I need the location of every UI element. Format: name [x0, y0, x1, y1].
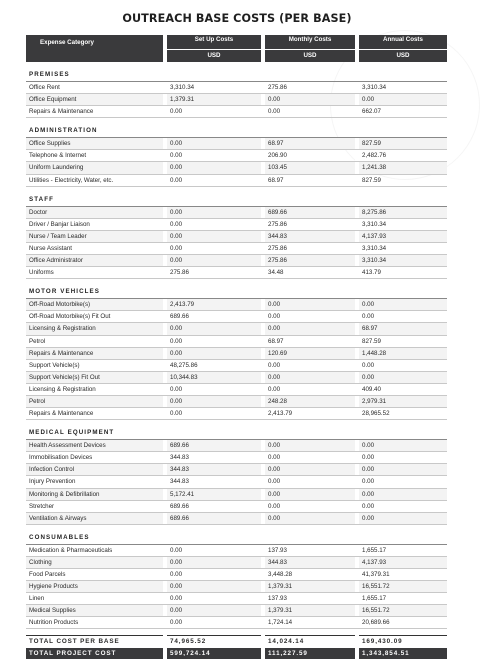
row-label: Utilities - Electricity, Water, etc.: [26, 175, 163, 187]
row-label: Licensing & Registration: [26, 323, 163, 335]
row-label: Health Assessment Devices: [26, 440, 163, 452]
monthly-cost-cell: 0.00: [265, 106, 355, 118]
table-row: [26, 311, 447, 323]
annual-cost-cell: 827.59: [359, 138, 447, 150]
total-per-base-monthly: 14,024.14: [265, 635, 355, 647]
annual-cost-cell: 1,655.17: [359, 545, 447, 557]
monthly-cost-cell: 0.00: [265, 94, 355, 106]
annual-cost-cell: 20,689.66: [359, 617, 447, 629]
annual-cost-cell: 3,310.34: [359, 82, 447, 94]
total-project-label: TOTAL PROJECT COST: [26, 648, 163, 659]
annual-cost-cell: 3,310.34: [359, 243, 447, 255]
row-label: Doctor: [26, 207, 163, 219]
monthly-cost-cell: 0.00: [265, 372, 355, 384]
monthly-cost-cell: 0.00: [265, 384, 355, 396]
row-label: Uniform Laundering: [26, 162, 163, 174]
row-label: Off-Road Motorbike(s): [26, 299, 163, 311]
monthly-cost-cell: 34.48: [265, 267, 355, 279]
row-label: Repairs & Maintenance: [26, 348, 163, 360]
setup-cost-cell: 0.00: [167, 150, 261, 162]
setup-cost-cell: 0.00: [167, 384, 261, 396]
table-row: [26, 360, 447, 372]
monthly-cost-cell: 0.00: [265, 452, 355, 464]
annual-cost-cell: 16,551.72: [359, 605, 447, 617]
table-row: [26, 94, 447, 106]
setup-cost-cell: 0.00: [167, 219, 261, 231]
table-row: [26, 348, 447, 360]
total-project-setup: 599,724.14: [167, 648, 261, 659]
row-label: Driver / Banjar Liaison: [26, 219, 163, 231]
monthly-cost-cell: 137.93: [265, 593, 355, 605]
annual-cost-cell: 16,551.72: [359, 581, 447, 593]
annual-cost-cell: 413.79: [359, 267, 447, 279]
page-title: OUTREACH BASE COSTS (PER BASE): [122, 12, 352, 25]
setup-cost-cell: 689.66: [167, 513, 261, 525]
table-row: [26, 593, 447, 605]
row-label: Ventilation & Airways: [26, 513, 163, 525]
setup-cost-cell: 0.00: [167, 162, 261, 174]
annual-cost-cell: 409.40: [359, 384, 447, 396]
monthly-cost-cell: 275.86: [265, 219, 355, 231]
row-label: Medical Supplies: [26, 605, 163, 617]
total-project-annual: 1,343,854.51: [359, 648, 447, 659]
monthly-cost-cell: 0.00: [265, 299, 355, 311]
annual-cost-cell: 68.97: [359, 323, 447, 335]
section-header: [26, 531, 447, 545]
header-category: Expense Category: [26, 35, 163, 62]
table-row: [26, 617, 447, 629]
annual-cost-cell: 3,310.34: [359, 219, 447, 231]
setup-cost-cell: 0.00: [167, 231, 261, 243]
monthly-cost-cell: 0.00: [265, 311, 355, 323]
annual-cost-cell: 0.00: [359, 513, 447, 525]
monthly-cost-cell: 68.97: [265, 138, 355, 150]
monthly-cost-cell: 0.00: [265, 501, 355, 513]
monthly-cost-cell: 3,448.28: [265, 569, 355, 581]
annual-cost-cell: 0.00: [359, 464, 447, 476]
table-row: [26, 464, 447, 476]
annual-cost-cell: 0.00: [359, 94, 447, 106]
setup-cost-cell: 0.00: [167, 175, 261, 187]
annual-cost-cell: 0.00: [359, 311, 447, 323]
monthly-cost-cell: 344.83: [265, 557, 355, 569]
setup-cost-cell: 48,275.86: [167, 360, 261, 372]
table-row: [26, 501, 447, 513]
section-header: [26, 124, 447, 138]
setup-cost-cell: 0.00: [167, 255, 261, 267]
annual-cost-cell: 1,448.28: [359, 348, 447, 360]
setup-cost-cell: 689.66: [167, 501, 261, 513]
table-row: [26, 267, 447, 279]
monthly-cost-cell: 0.00: [265, 464, 355, 476]
setup-cost-cell: 344.83: [167, 452, 261, 464]
table-row: [26, 138, 447, 150]
annual-cost-cell: 0.00: [359, 452, 447, 464]
monthly-cost-cell: 275.86: [265, 82, 355, 94]
total-per-base-setup: 74,965.52: [167, 635, 261, 647]
table-row: [26, 82, 447, 94]
header-setup: Set Up Costs: [167, 35, 261, 50]
setup-cost-cell: 0.00: [167, 593, 261, 605]
table-row: [26, 207, 447, 219]
annual-cost-cell: 2,979.31: [359, 396, 447, 408]
table-row: [26, 440, 447, 452]
header-currency: USD: [359, 50, 447, 62]
header-monthly: Monthly Costs: [265, 35, 355, 50]
row-label: Office Equipment: [26, 94, 163, 106]
setup-cost-cell: 0.00: [167, 336, 261, 348]
monthly-cost-cell: 248.28: [265, 396, 355, 408]
total-per-base-label: TOTAL COST PER BASE: [26, 635, 163, 647]
row-label: Immobilisation Devices: [26, 452, 163, 464]
table-row: [26, 162, 447, 174]
row-label: Office Rent: [26, 82, 163, 94]
monthly-cost-cell: 1,724.14: [265, 617, 355, 629]
section-title: ADMINISTRATION: [26, 124, 447, 138]
setup-cost-cell: 1,379.31: [167, 94, 261, 106]
row-label: Infection Control: [26, 464, 163, 476]
row-label: Medication & Pharmaceuticals: [26, 545, 163, 557]
monthly-cost-cell: 68.97: [265, 175, 355, 187]
table-row: [26, 175, 447, 187]
setup-cost-cell: 10,344.83: [167, 372, 261, 384]
table-row: [26, 408, 447, 420]
annual-cost-cell: 8,275.86: [359, 207, 447, 219]
row-label: Uniforms: [26, 267, 163, 279]
monthly-cost-cell: 0.00: [265, 323, 355, 335]
table-row: [26, 219, 447, 231]
setup-cost-cell: 0.00: [167, 545, 261, 557]
table-row: [26, 336, 447, 348]
monthly-cost-cell: 103.45: [265, 162, 355, 174]
row-label: Office Supplies: [26, 138, 163, 150]
setup-cost-cell: 0.00: [167, 207, 261, 219]
monthly-cost-cell: 344.83: [265, 231, 355, 243]
setup-cost-cell: 344.83: [167, 476, 261, 488]
setup-cost-cell: 2,413.79: [167, 299, 261, 311]
setup-cost-cell: 0.00: [167, 348, 261, 360]
annual-cost-cell: 2,482.76: [359, 150, 447, 162]
annual-cost-cell: 0.00: [359, 360, 447, 372]
table-row: [26, 557, 447, 569]
row-label: Office Administrator: [26, 255, 163, 267]
cost-table: [26, 35, 447, 659]
section-header: [26, 285, 447, 299]
section-title: MEDICAL EQUIPMENT: [26, 426, 447, 440]
annual-cost-cell: 4,137.93: [359, 557, 447, 569]
total-per-base-row: [26, 635, 447, 647]
section-header: [26, 68, 447, 82]
row-label: Off-Road Motorbike(s) Fit Out: [26, 311, 163, 323]
monthly-cost-cell: 2,413.79: [265, 408, 355, 420]
table-row: [26, 255, 447, 267]
row-label: Support Vehicle(s) Fit Out: [26, 372, 163, 384]
row-label: Injury Prevention: [26, 476, 163, 488]
setup-cost-cell: 689.66: [167, 440, 261, 452]
annual-cost-cell: 0.00: [359, 489, 447, 501]
setup-cost-cell: 0.00: [167, 581, 261, 593]
annual-cost-cell: 0.00: [359, 372, 447, 384]
setup-cost-cell: 0.00: [167, 408, 261, 420]
setup-cost-cell: 0.00: [167, 323, 261, 335]
row-label: Nurse Assistant: [26, 243, 163, 255]
table-row: [26, 299, 447, 311]
section-title: CONSUMABLES: [26, 531, 447, 545]
row-label: Food Parcels: [26, 569, 163, 581]
row-label: Petrol: [26, 336, 163, 348]
row-label: Linen: [26, 593, 163, 605]
setup-cost-cell: 0.00: [167, 617, 261, 629]
row-label: Monitoring & Defibrillation: [26, 489, 163, 501]
section-header: [26, 193, 447, 207]
annual-cost-cell: 827.59: [359, 175, 447, 187]
monthly-cost-cell: 0.00: [265, 513, 355, 525]
monthly-cost-cell: 1,379.31: [265, 605, 355, 617]
table-row: [26, 605, 447, 617]
row-label: Repairs & Maintenance: [26, 408, 163, 420]
row-label: Hygiene Products: [26, 581, 163, 593]
table-row: [26, 106, 447, 118]
table-row: [26, 372, 447, 384]
row-label: Stretcher: [26, 501, 163, 513]
monthly-cost-cell: 137.93: [265, 545, 355, 557]
monthly-cost-cell: 275.86: [265, 243, 355, 255]
table-row: [26, 150, 447, 162]
setup-cost-cell: 0.00: [167, 557, 261, 569]
setup-cost-cell: 3,310.34: [167, 82, 261, 94]
monthly-cost-cell: 0.00: [265, 360, 355, 372]
setup-cost-cell: 344.83: [167, 464, 261, 476]
annual-cost-cell: 662.07: [359, 106, 447, 118]
table-row: [26, 323, 447, 335]
annual-cost-cell: 41,379.31: [359, 569, 447, 581]
setup-cost-cell: 0.00: [167, 396, 261, 408]
section-title: STAFF: [26, 193, 447, 207]
row-label: Clothing: [26, 557, 163, 569]
setup-cost-cell: 0.00: [167, 243, 261, 255]
header-annual: Annual Costs: [359, 35, 447, 50]
annual-cost-cell: 3,310.34: [359, 255, 447, 267]
header-currency: USD: [265, 50, 355, 62]
table-row: [26, 396, 447, 408]
setup-cost-cell: 275.86: [167, 267, 261, 279]
table-body: [26, 62, 447, 629]
table-row: [26, 581, 447, 593]
annual-cost-cell: 0.00: [359, 476, 447, 488]
annual-cost-cell: 28,965.52: [359, 408, 447, 420]
row-label: Telephone & Internet: [26, 150, 163, 162]
table-row: [26, 545, 447, 557]
annual-cost-cell: 4,137.93: [359, 231, 447, 243]
table-row: [26, 231, 447, 243]
annual-cost-cell: 827.59: [359, 336, 447, 348]
section-header: [26, 426, 447, 440]
monthly-cost-cell: 689.66: [265, 207, 355, 219]
annual-cost-cell: 0.00: [359, 501, 447, 513]
section-title: PREMISES: [26, 68, 447, 82]
monthly-cost-cell: 68.97: [265, 336, 355, 348]
table-row: [26, 513, 447, 525]
setup-cost-cell: 0.00: [167, 569, 261, 581]
table-row: [26, 476, 447, 488]
table-row: [26, 569, 447, 581]
annual-cost-cell: 0.00: [359, 440, 447, 452]
annual-cost-cell: 0.00: [359, 299, 447, 311]
monthly-cost-cell: 1,379.31: [265, 581, 355, 593]
monthly-cost-cell: 275.86: [265, 255, 355, 267]
header-currency: USD: [167, 50, 261, 62]
table-row: [26, 489, 447, 501]
table-row: [26, 243, 447, 255]
monthly-cost-cell: 0.00: [265, 489, 355, 501]
total-per-base-annual: 169,430.09: [359, 635, 447, 647]
row-label: Nurse / Team Leader: [26, 231, 163, 243]
setup-cost-cell: 0.00: [167, 106, 261, 118]
total-project-monthly: 111,227.59: [265, 648, 355, 659]
row-label: Support Vehicle(s): [26, 360, 163, 372]
row-label: Nutrition Products: [26, 617, 163, 629]
row-label: Repairs & Maintenance: [26, 106, 163, 118]
monthly-cost-cell: 0.00: [265, 476, 355, 488]
section-title: MOTOR VEHICLES: [26, 285, 447, 299]
setup-cost-cell: 0.00: [167, 138, 261, 150]
row-label: Petrol: [26, 396, 163, 408]
setup-cost-cell: 5,172.41: [167, 489, 261, 501]
table-row: [26, 452, 447, 464]
total-project-row: [26, 648, 447, 659]
monthly-cost-cell: 0.00: [265, 440, 355, 452]
setup-cost-cell: 0.00: [167, 605, 261, 617]
annual-cost-cell: 1,655.17: [359, 593, 447, 605]
row-label: Licensing & Registration: [26, 384, 163, 396]
monthly-cost-cell: 206.90: [265, 150, 355, 162]
setup-cost-cell: 689.66: [167, 311, 261, 323]
table-row: [26, 384, 447, 396]
monthly-cost-cell: 120.69: [265, 348, 355, 360]
annual-cost-cell: 1,241.38: [359, 162, 447, 174]
